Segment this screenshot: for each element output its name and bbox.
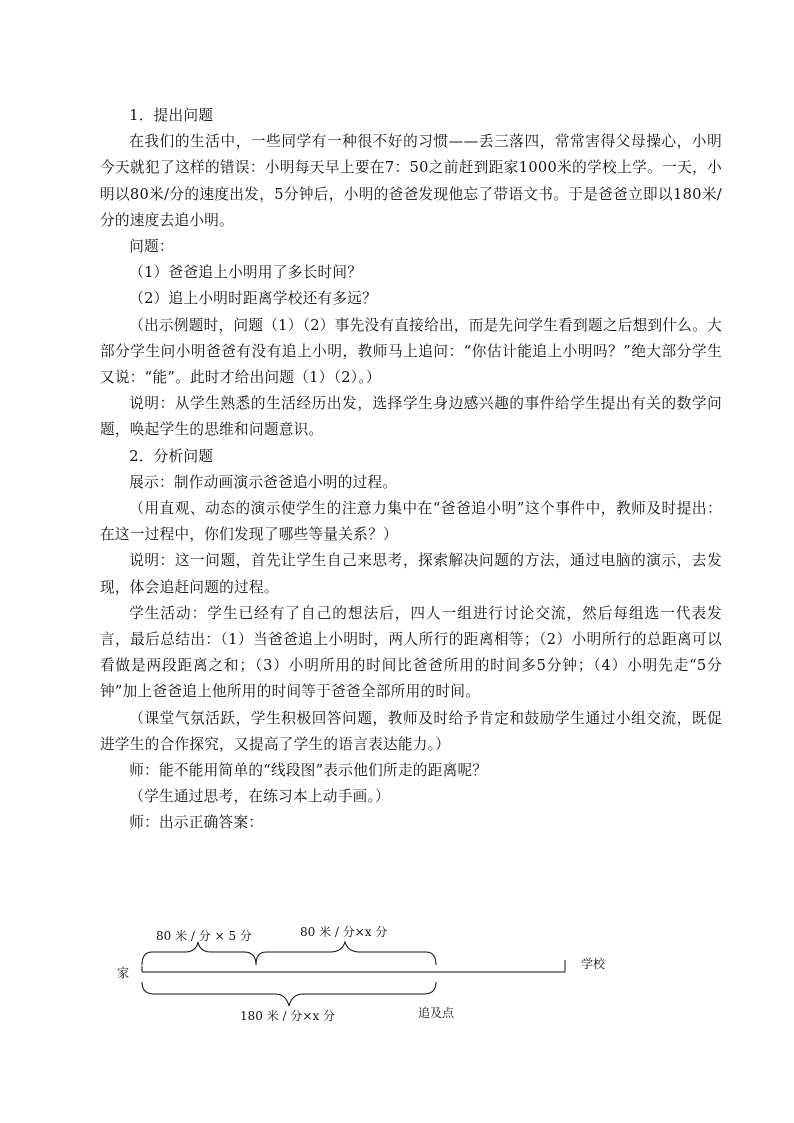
document-body [100,103,722,837]
brace-seg1 [142,942,256,965]
problem-paragraph: 在我们的生活中，一些同学有一种很不好的习惯——丢三落四，常常害得父母操心，小明今天就犯了这样的错误：小明每天早上要在7：50之前赶到距家1000米的学校上学。一天，小明以80米/分的速度出发，5分钟后，小明的爸爸发现他忘了带语文书。于是爸爸立即以180米/分的速度去追小明。 [100,133,722,229]
explanation-1: 说明：从学生熟悉的生活经历出发，选择学生身边感兴趣的事件给学生提出有关的数学问题，唤起学生的思维和问题意识。 [100,395,722,439]
question-2: （2）追上小明时距离学校还有多远？ [129,290,378,308]
label-meet-point: 追及点 [418,1006,455,1020]
student-drawing-note: （学生通过思考，在练习本上动手画。） [129,788,390,806]
teaching-note: （出示例题时，问题（1）（2）事先没有直接给出，而是先问学生看到题之后想到什么。大部分学生问小明爸爸有没有追上小明，教师马上追问：“你估计能追上小明吗？”绝大部分学生又说：“能”。此时才给出问题（1）（2）。） [100,316,722,387]
section1-heading: 1．提出问题 [129,107,214,124]
label-home: 家 [117,966,130,980]
label-seg2: 80 米 / 分×x 分 [300,925,388,939]
brace-seg2 [256,942,436,965]
explanation-2: 说明：这一问题，首先让学生自己来思考，探索解决问题的方法，通过电脑的演示，去发现，体会追赶问题的过程。 [100,552,722,596]
label-total: 180 米 / 分×x 分 [240,1009,336,1023]
show-paragraph: 展示：制作动画演示爸爸追小明的过程。 [129,473,398,491]
classroom-note: （课堂气氛活跃，学生积极回答问题，教师及时给予肯定和鼓励学生通过小组交流，既促进学生的合作探究，又提高了学生的语言表达能力。） [100,709,722,753]
question-1: （1）爸爸追上小明用了多长时间？ [129,264,363,282]
label-seg1: 80 米 / 分 × 5 分 [156,929,252,943]
question-label: 问题： [129,238,174,256]
teacher-answer: 师：出示正确答案： [129,814,264,832]
demo-note: （用直观、动态的演示使学生的注意力集中在“爸爸追小明”这个事件中，教师及时提出：在这一过程中，你们发现了哪些等量关系？） [100,500,722,544]
line-segment-diagram [100,920,722,1030]
label-school: 学校 [581,957,606,971]
section2-heading: 2．分析问题 [129,447,214,465]
student-activity: 学生活动：学生已经有了自己的想法后，四人一组进行讨论交流，然后每组选一代表发言，最后总结出：（1）当爸爸追上小明时，两人所行的距离相等；（2）小明所行的总距离可以看做是两段距离之和；（3）小明所用的时间比爸爸所用的时间多5分钟；（4）小明先走“5分钟”加上爸爸追上他所用的时间等于爸爸全部所用的时间。 [100,604,722,701]
brace-total [142,982,436,1006]
teacher-question: 师：能不能用简单的“线段图”表示他们所走的距离呢？ [129,762,488,780]
